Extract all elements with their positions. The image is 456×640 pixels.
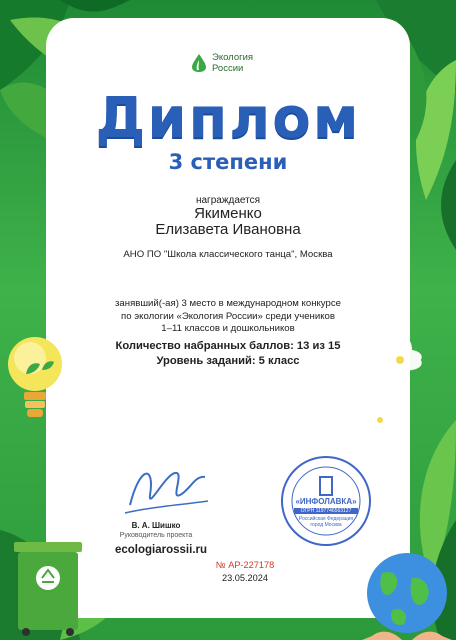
stamp-brand: «ИНФОЛАВКА» (295, 497, 357, 506)
recycle-bin-icon (12, 538, 84, 638)
lightbulb-icon (6, 330, 64, 426)
stamp-country: Российская Федерация (298, 516, 354, 522)
recipient-given-names: Елизавета Ивановна (155, 221, 301, 238)
stamp-city: город Москва (310, 522, 342, 528)
score-line: Количество набранных баллов: 13 из 15 (115, 340, 341, 352)
issue-date: 23.05.2024 (222, 573, 268, 583)
earth-globe-icon (362, 548, 452, 640)
ecology-russia-logo (190, 52, 253, 74)
logo-line-2: России (212, 63, 244, 74)
level-line: Уровень заданий: 5 класс (156, 355, 300, 367)
logo-line-1: Экология (212, 52, 254, 63)
description-line-3: 1–11 классов и дошкольников (161, 323, 295, 334)
signature-scribble (120, 455, 210, 520)
awarded-label: награждается (195, 195, 261, 206)
stamp-ogrn: ОГРН 1197746563127 (294, 508, 358, 514)
signatory-name: В. А. Шишко (131, 521, 181, 530)
organization: АНО ПО "Школа классического танца", Москва (123, 249, 333, 260)
website-link[interactable]: ecologiarossii.ru (114, 544, 208, 556)
description-line-1: занявший(-ая) 3 место в международном конкурсе (115, 298, 341, 309)
certificate-number: № АР-227178 (215, 560, 275, 570)
leaf-drop-icon (190, 53, 208, 73)
diploma-degree: 3 степени (168, 150, 288, 174)
description-line-2: по экологии «Экология России» среди учеников (121, 310, 335, 322)
diploma-title: Диплом (95, 86, 361, 151)
official-stamp (280, 455, 372, 547)
signatory-role: Руководитель проекта (119, 532, 193, 539)
recipient-surname: Якименко (194, 205, 262, 222)
white-flowers-decoration (340, 330, 450, 460)
